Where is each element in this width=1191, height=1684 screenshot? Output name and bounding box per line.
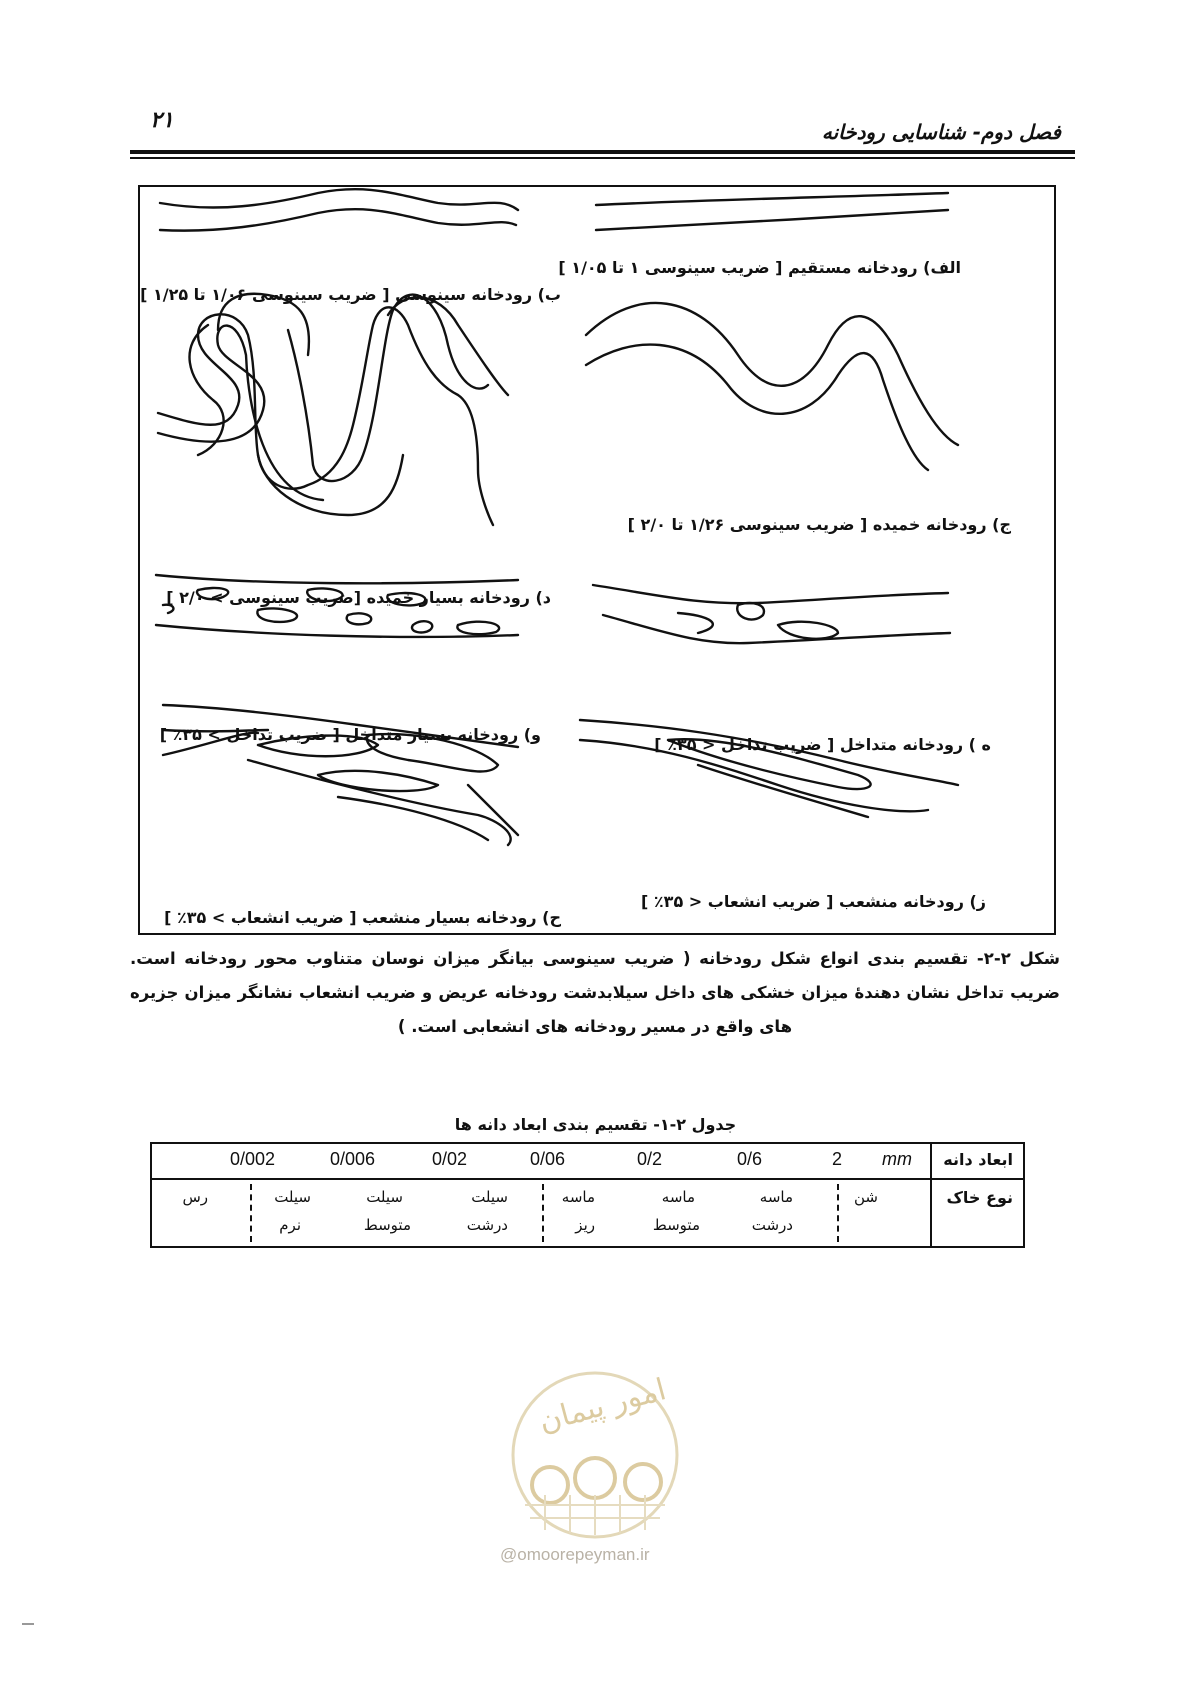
size-value: 0/2 [637, 1149, 663, 1169]
watermark-url: @omoorepeyman.ir [500, 1545, 650, 1564]
header-rule-thin [130, 157, 1075, 159]
meandering-river-drawing [586, 303, 958, 470]
soil-type: شن [854, 1188, 878, 1206]
soil-type: ماسه [561, 1188, 595, 1206]
soil-type: سیلت [366, 1188, 403, 1206]
soil-divider [837, 1184, 839, 1242]
soil-type-qualifier: درشت [751, 1216, 793, 1234]
table-column-divider [930, 1144, 932, 1246]
row-header-grain-size: ابعاد دانه [943, 1150, 1013, 1169]
grain-size-table [150, 1142, 1025, 1248]
size-value: 0/002 [230, 1149, 276, 1169]
sinuous-river-drawing [160, 189, 518, 230]
soil-type: ماسه [759, 1188, 793, 1206]
label-anabranching-river: ه ) رودخانه متداخل [ ضریب تداخل < ۳۵٪ ] [654, 735, 991, 754]
soil-type: ماسه [661, 1188, 695, 1206]
svg-text:امور پیمان: امور پیمان [535, 1372, 670, 1440]
label-highly-anabranching-river: و) رودخانه بسیار متداخل [ ضریب تداخل > ۳۵٪ ] [159, 725, 541, 744]
watermark-logo [495, 1370, 695, 1540]
size-value: 0/006 [330, 1149, 376, 1169]
page-number: ۲۱ [150, 108, 174, 133]
table-title: جدول ۲-۱- تقسیم بندی ابعاد دانه ها [454, 1115, 737, 1134]
soil-type: سیلت [471, 1188, 508, 1206]
size-value: 0/06 [530, 1149, 566, 1169]
label-highly-branching-river: ح) رودخانه بسیار منشعب [ ضریب انشعاب > ۳۵٪ ] [164, 908, 561, 927]
label-highly-meandering-river: د) رودخانه بسیار خمیده [ضریب سینوسی > ۲/۰ ] [166, 588, 551, 607]
table-row-divider [152, 1178, 1023, 1180]
soil-divider [250, 1184, 252, 1242]
unit-label: mm [882, 1149, 912, 1169]
label-sinuous-river: ب) رودخانه سینوسی [ ضریب سینوسی ۱/۰۶ تا ۱/۲۵ ] [140, 285, 561, 304]
anabranching-river-drawing [593, 585, 950, 643]
soil-type-qualifier: ریز [575, 1216, 595, 1234]
soil-type-qualifier: متوسط [652, 1216, 700, 1234]
figure-caption: شکل ۲-۲- تقسیم بندی انواع شکل رودخانه ( ضریب سینوسی بیانگر میزان نوسان متناوب محور رودخانه است. ضریب تداخل نشان دهندهٔ میزان خشکی های داخل سیلابدشت رودخانه عریض و ضریب انشعاب نشانگر میزان جزیره های واقع در مسیر رودخانه های انشعابی است. ) [130, 949, 1060, 1036]
soil-divider [542, 1184, 544, 1242]
size-value: 0/02 [432, 1149, 468, 1169]
label-straight-river: الف) رودخانه مستقیم [ ضریب سینوسی ۱ تا ۱/۰۵ ] [558, 258, 961, 277]
soil-type-qualifier: درشت [466, 1216, 508, 1234]
soil-type-qualifier: متوسط [363, 1216, 411, 1234]
soil-type: سیلت [274, 1188, 311, 1206]
highly-meandering-river-drawing [158, 294, 508, 525]
margin-mark [22, 1623, 34, 1625]
soil-type: رس [182, 1188, 208, 1206]
size-value: 0/6 [737, 1149, 763, 1169]
label-branching-river: ز) رودخانه منشعب [ ضریب انشعاب < ۳۵٪ ] [641, 892, 986, 911]
soil-type-qualifier: نرم [279, 1216, 301, 1234]
row-header-soil-type: نوع خاک [946, 1188, 1013, 1207]
label-meandering-river: ج) رودخانه خمیده [ ضریب سینوسی ۱/۲۶ تا ۲/۰ ] [627, 515, 1011, 534]
running-title: فصل دوم- شناسایی رودخانه [821, 120, 1061, 144]
size-value: 2 [832, 1149, 843, 1169]
straight-river-drawing [596, 193, 948, 230]
header-rule [130, 150, 1075, 154]
